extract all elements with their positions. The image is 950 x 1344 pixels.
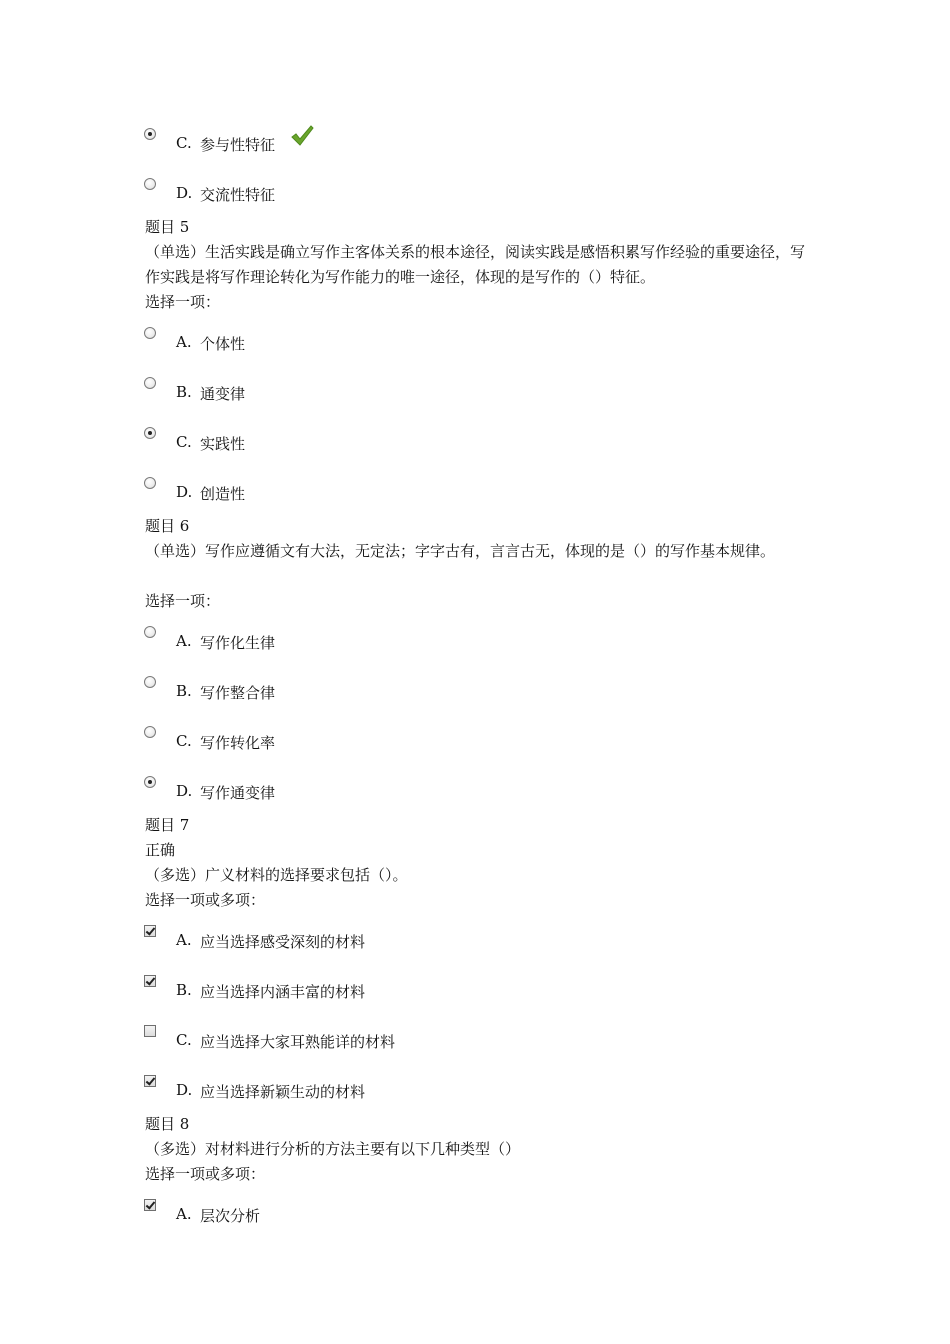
q7-option-b[interactable] [144,975,844,1015]
q6-option-b[interactable] [144,676,844,716]
option-text: 应当选择大家耳熟能详的材料 [200,1033,396,1051]
radio-button[interactable] [144,477,156,489]
option-letter: B. [176,383,192,401]
q5-option-b[interactable] [144,377,844,417]
option-letter: B. [176,981,192,999]
q7-stem: （多选）广义材料的选择要求包括（）。 [145,866,408,884]
radio-button-checked[interactable] [144,427,156,439]
option-letter: D. [176,1081,193,1099]
correct-check-icon [290,124,314,148]
option-text: 创造性 [200,485,246,503]
checkbox-checked[interactable] [144,1075,156,1087]
option-text: 写作转化率 [200,734,276,752]
q6-option-a[interactable] [144,626,844,666]
option-text: 应当选择新颖生动的材料 [200,1083,366,1101]
q6-stem: （单选）写作应遵循文有大法，无定法；字字古有，言言古无，体现的是（）的写作基本规律。 [145,542,776,560]
option-letter: A. [176,931,192,949]
option-letter: B. [176,682,192,700]
radio-button[interactable] [144,626,156,638]
q7-option-d[interactable] [144,1075,844,1115]
option-letter: C. [176,134,192,152]
option-letter: C. [176,1031,192,1049]
q6-title: 题目 6 [145,517,190,535]
option-text: 个体性 [200,335,246,353]
option-text: 写作整合律 [200,684,276,702]
option-text: 层次分析 [200,1207,261,1225]
option-text: 应当选择内涵丰富的材料 [200,983,366,1001]
option-letter: A. [176,632,192,650]
q4-option-d[interactable] [144,178,844,218]
option-text: 写作通变律 [200,784,276,802]
q8-option-a[interactable] [144,1199,844,1239]
option-text: 交流性特征 [200,186,276,204]
option-letter: D. [176,782,193,800]
q6-option-c[interactable] [144,726,844,766]
option-letter: C. [176,732,192,750]
q5-option-a[interactable] [144,327,844,367]
q6-option-d[interactable] [144,776,844,816]
option-text: 通变律 [200,385,246,403]
q8-title: 题目 8 [145,1115,190,1133]
q7-status: 正确 [145,841,176,859]
q8-prompt: 选择一项或多项： [145,1165,266,1183]
q5-prompt: 选择一项： [145,293,221,311]
radio-button[interactable] [144,178,156,190]
option-text: 参与性特征 [200,136,276,154]
option-letter: A. [176,333,192,351]
q7-prompt: 选择一项或多项： [145,891,266,909]
radio-button[interactable] [144,327,156,339]
q8-stem: （多选）对材料进行分析的方法主要有以下几种类型（） [145,1140,521,1158]
radio-button-checked[interactable] [144,128,156,140]
q5-option-c[interactable] [144,427,844,467]
option-text: 实践性 [200,435,246,453]
q7-title: 题目 7 [145,816,190,834]
checkbox[interactable] [144,1025,156,1037]
checkbox-checked[interactable] [144,975,156,987]
radio-button[interactable] [144,676,156,688]
option-letter: D. [176,184,193,202]
checkbox-checked[interactable] [144,1199,156,1211]
option-text: 应当选择感受深刻的材料 [200,933,366,951]
option-letter: C. [176,433,192,451]
q5-option-d[interactable] [144,477,844,517]
radio-button-checked[interactable] [144,776,156,788]
option-letter: A. [176,1205,192,1223]
option-text: 写作化生律 [200,634,276,652]
q7-option-a[interactable] [144,925,844,965]
q6-prompt: 选择一项： [145,592,221,610]
radio-button[interactable] [144,377,156,389]
checkbox-checked[interactable] [144,925,156,937]
radio-button[interactable] [144,726,156,738]
q5-stem: （单选）生活实践是确立写作主客体关系的根本途径，阅读实践是感悟积累写作经验的重要途径，写作实践是将写作理论转化为写作能力的唯一途径，体现的是写作的（）特征。 [145,243,806,286]
q5-title: 题目 5 [145,218,190,236]
option-letter: D. [176,483,193,501]
q7-option-c[interactable] [144,1025,844,1065]
q4-option-c[interactable] [144,128,844,168]
